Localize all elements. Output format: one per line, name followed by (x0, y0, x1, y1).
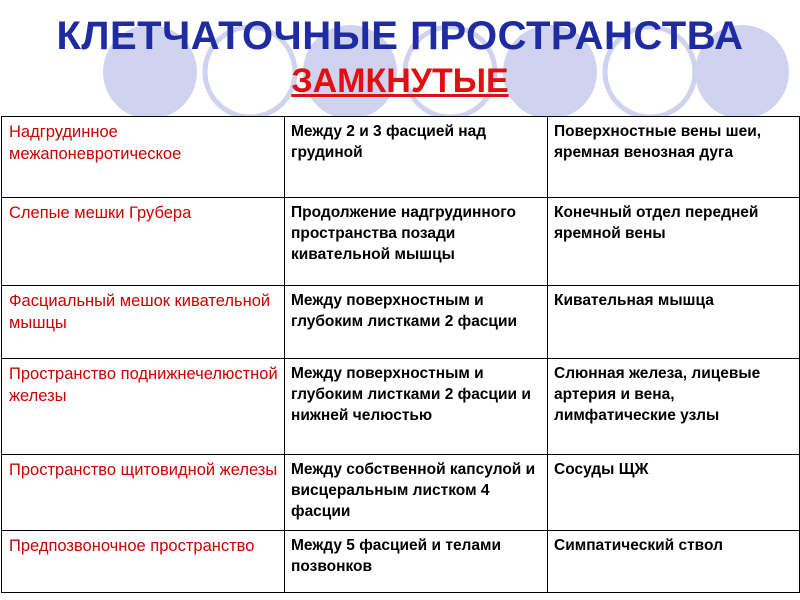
space-name-cell: Надгрудинное межапоневротическое (2, 117, 285, 198)
spaces-table (1, 116, 800, 593)
table-row (2, 198, 800, 286)
space-name-cell: Фасциальный мешок кивательной мышцы (2, 286, 285, 359)
table-row (2, 359, 800, 455)
contents-cell: Кивательная мышца (548, 286, 800, 359)
location-cell: Между 2 и 3 фасцией над грудиной (285, 117, 548, 198)
location-cell: Продолжение надгрудинного пространства позади кивательной мышцы (285, 198, 548, 286)
space-name-cell: Пространство поднижнечелюстной железы (2, 359, 285, 455)
space-name-cell: Предпозвоночное пространство (2, 531, 285, 593)
table-row (2, 455, 800, 531)
slide-title: КЛЕТЧАТОЧНЫЕ ПРОСТРАНСТВА (56, 14, 744, 58)
location-cell: Между поверхностным и глубоким листками 2 фасции (285, 286, 548, 359)
slide-subtitle-text: ЗАМКНУТЫЕ (291, 62, 509, 100)
location-cell: Между поверхностным и глубоким листками 2 фасции и нижней челюстью (285, 359, 548, 455)
slide-subtitle (0, 62, 800, 100)
table-row (2, 286, 800, 359)
table-row (2, 531, 800, 593)
space-name-cell: Пространство щитовидной железы (2, 455, 285, 531)
contents-cell: Поверхностные вены шеи, яремная венозная дуга (548, 117, 800, 198)
location-cell: Между собственной капсулой и висцеральным листком 4 фасции (285, 455, 548, 531)
contents-cell: Конечный отдел передней яремной вены (548, 198, 800, 286)
table-row (2, 117, 800, 198)
location-cell: Между 5 фасцией и телами позвонков (285, 531, 548, 593)
contents-cell: Слюнная железа, лицевые артерия и вена, лимфатические узлы (548, 359, 800, 455)
space-name-cell: Слепые мешки Грубера (2, 198, 285, 286)
contents-cell: Симпатический ствол (548, 531, 800, 593)
contents-cell: Сосуды ЩЖ (548, 455, 800, 531)
